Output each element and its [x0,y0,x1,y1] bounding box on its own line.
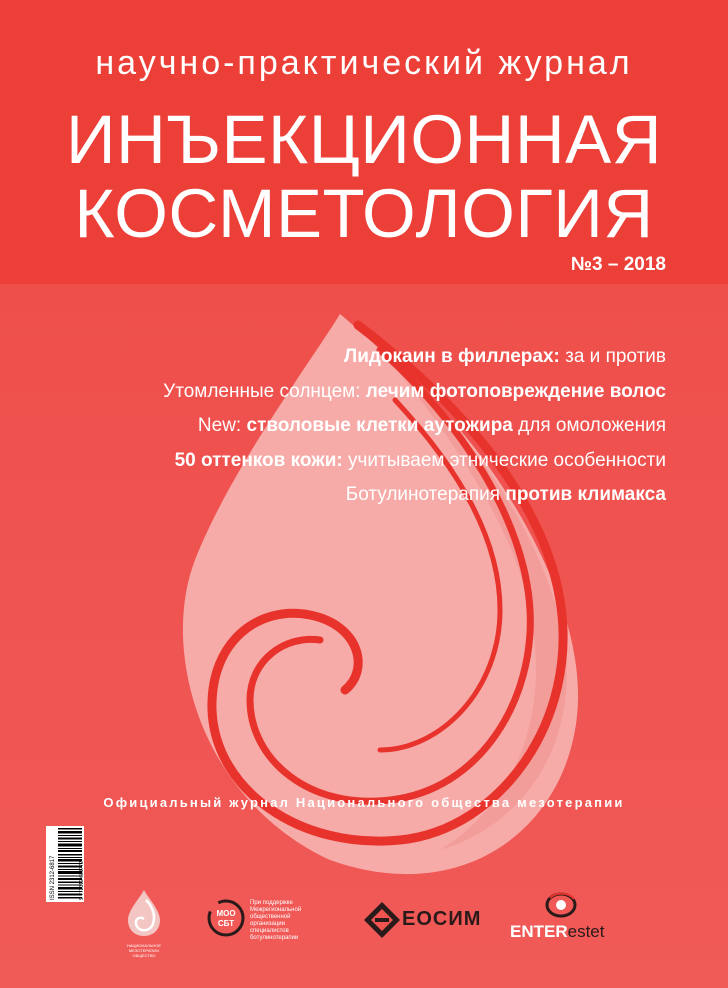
moo-badge-bottom: СБТ [217,919,235,928]
barcode-bars [46,826,84,902]
moo-badge-top: МОО [216,909,236,918]
enterestet-wordmark [510,922,604,942]
moo-sbt-logo [205,895,325,945]
barcode [46,826,84,902]
eosim-wordmark: ЕОСИМ [402,908,482,930]
headline-3: New: стволовые клетки аутожира для омоложения [197,415,666,436]
headline-5: Ботулинотерапия против климакса [345,484,666,505]
journal-title-line1: ИНЪЕКЦИОННАЯ [65,101,663,178]
journal-subtitle: научно-практический журнал [95,44,633,82]
headline-4: 50 оттенков кожи: учитываем этнические особенности [174,449,666,471]
nmo-logo [120,888,168,956]
enter-word: ENTER [510,922,568,941]
headline-2: Утомленные солнцем: лечим фотоповреждение волос [163,380,666,402]
journal-title-line2: КОСМЕТОЛОГИЯ [74,175,654,252]
moo-support-text: При поддержке Межрегиональной общественной организации специалистов ботулинотерапии [250,900,302,941]
official-journal-caption: Официальный журнал Национального общества мезотерапии [103,795,625,810]
estet-word: estet [567,922,605,941]
headline-1: Лидокаин в филлерах: за и против [343,346,666,367]
enterestet-logo [506,890,630,946]
eosim-emblem-icon [362,900,402,940]
barcode-digits: 9 772312 681772 [79,861,85,900]
issue-number: №3 – 2018 [570,254,666,275]
moo-sbt-badge-icon [205,897,247,939]
eosim-logo [362,898,496,944]
nmo-drop-icon [120,888,168,938]
headline-list [46,340,666,513]
issn-text: ISSN 2312-6817 [50,855,56,900]
enterestet-swirl-icon [544,890,578,920]
nmo-caption: НАЦИОНАЛЬНОЕ МЕЗОТЕРАПИИ ОБЩЕСТВО [126,943,162,958]
